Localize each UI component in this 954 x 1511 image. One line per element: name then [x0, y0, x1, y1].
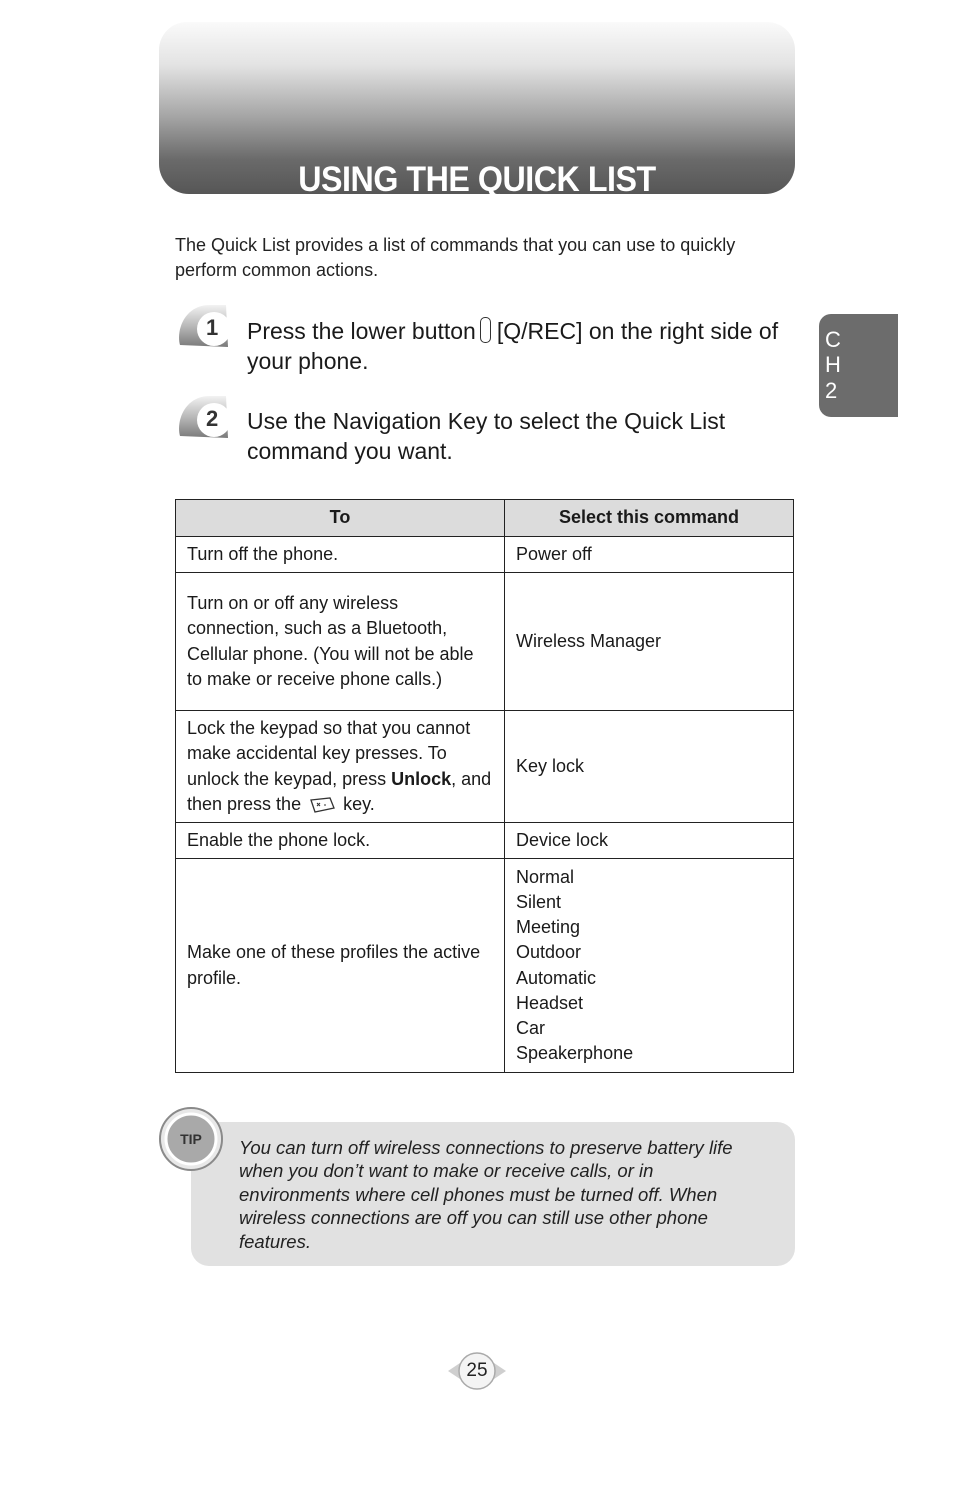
- profile-option: Meeting: [516, 917, 581, 938]
- table-header-to: To: [176, 500, 505, 537]
- step-1-badge-icon: [176, 303, 232, 349]
- step-2-number: 2: [206, 406, 219, 431]
- step-1-number: 1: [206, 315, 219, 340]
- side-button-icon: [480, 317, 491, 343]
- table-cell-command: Device lock: [505, 823, 794, 859]
- table-cell-to: Turn on or off any wireless connection, such as a Bluetooth, Cellular phone. (You will not be able to make or receive phone calls.): [176, 573, 505, 711]
- chapter-tab-letter-h: H: [825, 352, 841, 377]
- step-1-text-after: [Q/REC] on the right side of your phone.: [247, 318, 779, 374]
- step-1-text-before: Press the lower button: [247, 318, 476, 344]
- profile-option: Speakerphone: [516, 1043, 634, 1064]
- tip-text: You can turn off wireless connections to preserve battery life when you don’t want to make or receive calls, or in environments where cell phones must be turned off. When wireless connections are off you can still use other phone features.: [239, 1137, 733, 1252]
- intro-paragraph: The Quick List provides a list of commands that you can use to quickly perform common actions.: [175, 235, 736, 280]
- quick-list-table: [175, 499, 794, 1073]
- chapter-tab-letter-c: C: [825, 327, 841, 352]
- page-title: USING THE QUICK LIST: [298, 160, 656, 199]
- keylock-text-mid: , and then press the: [187, 768, 492, 814]
- table-row: [176, 823, 794, 859]
- table-cell-command: Key lock: [505, 711, 794, 823]
- keylock-text-suffix: key.: [343, 793, 375, 814]
- table-cell-to: [176, 711, 505, 823]
- step-1-text: [247, 316, 807, 376]
- tip-badge-icon: [158, 1106, 224, 1172]
- chapter-tab-number: 2: [825, 378, 838, 403]
- profile-option: Normal: [516, 866, 575, 887]
- end-key-icon: [308, 795, 336, 815]
- table-cell-to: Turn off the phone.: [176, 537, 505, 573]
- profile-option: Outdoor: [516, 942, 582, 963]
- table-header-command: Select this command: [505, 500, 794, 537]
- profile-option: Silent: [516, 891, 562, 912]
- table-row: [176, 573, 794, 711]
- table-row: [176, 537, 794, 573]
- profile-option: Headset: [516, 992, 584, 1013]
- chapter-header-banner: [159, 22, 795, 199]
- table-cell-command-profiles: [505, 859, 794, 1073]
- table-cell-to: Enable the phone lock.: [176, 823, 505, 859]
- table-cell-to: Make one of these profiles the active profile.: [176, 859, 505, 1073]
- tip-label: TIP: [180, 1131, 202, 1147]
- keylock-text-prefix: Lock the keypad so that you cannot make accidental key presses. To unlock the keypad, press: [187, 718, 471, 789]
- profile-option: Automatic: [516, 967, 597, 988]
- page-number: [444, 1350, 510, 1392]
- unlock-label: Unlock: [391, 768, 452, 789]
- step-2-text: Use the Navigation Key to select the Quick List command you want.: [247, 408, 726, 464]
- chapter-tab: [819, 314, 898, 417]
- table-row: [176, 711, 794, 823]
- table-row: [176, 859, 794, 1073]
- step-2-badge-icon: [176, 394, 232, 440]
- table-cell-command: Power off: [505, 537, 794, 573]
- page-number-text: 25: [466, 1360, 488, 1381]
- profile-option: Car: [516, 1017, 546, 1038]
- table-header-row: [176, 500, 794, 537]
- table-cell-command: Wireless Manager: [505, 573, 794, 711]
